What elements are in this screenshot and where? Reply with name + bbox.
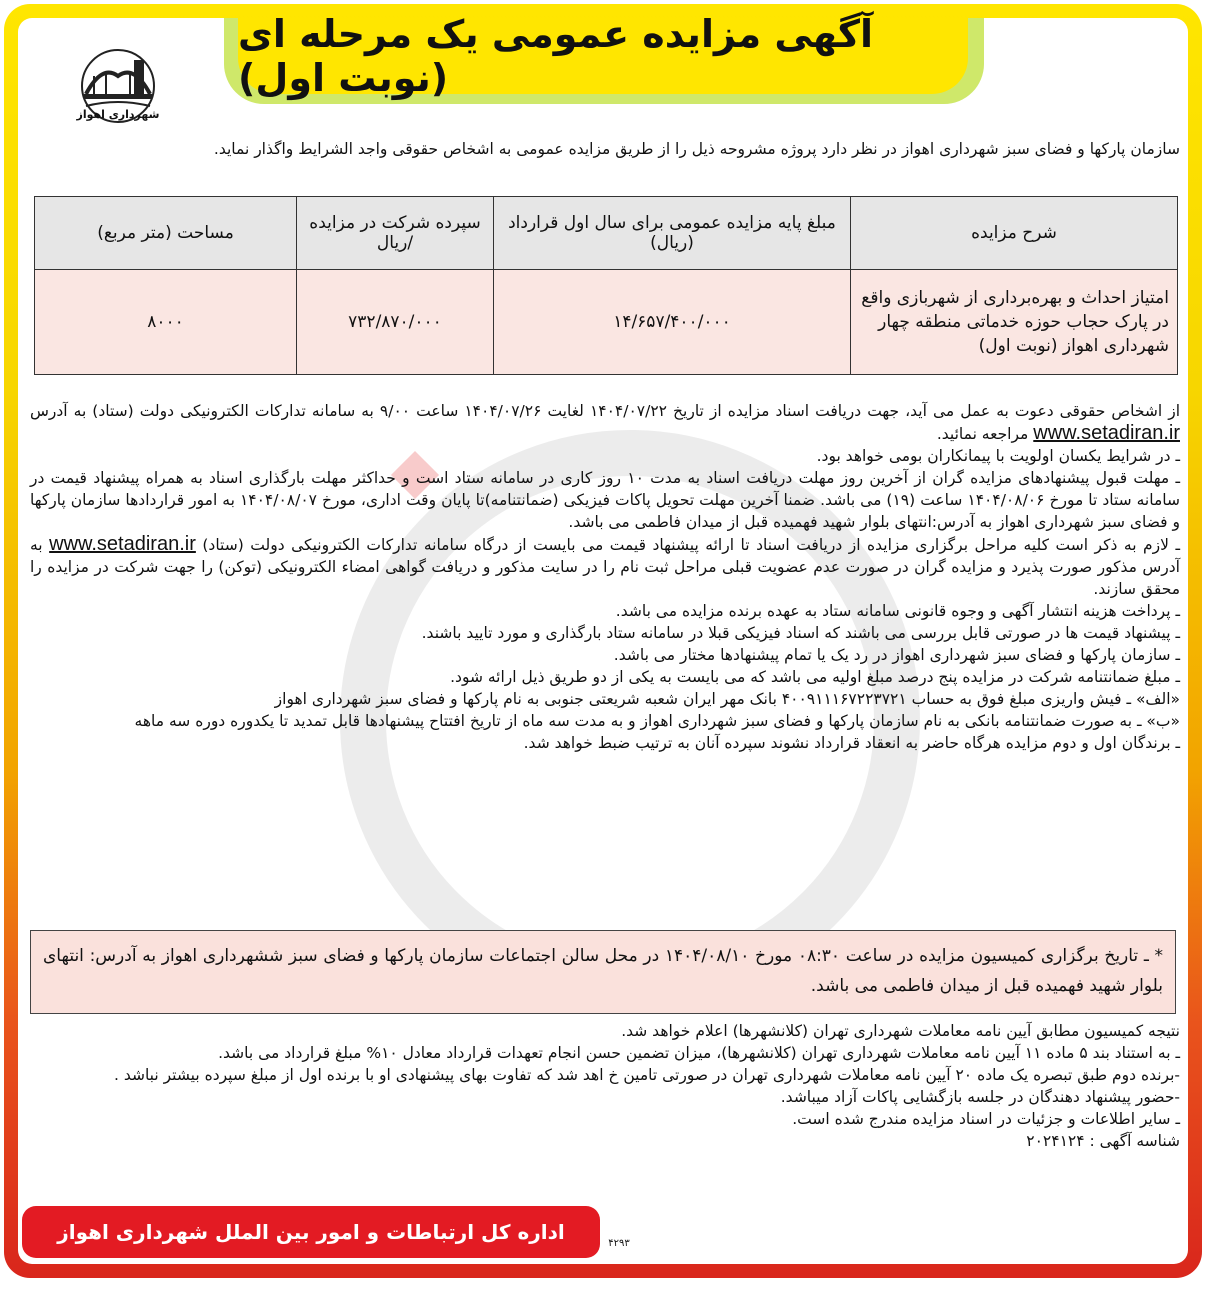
cell-description: امتیاز احداث و بهره‌برداری از شهربازی واقع در پارک حجاب حوزه خدماتی منطقه چهار شهرداری اهواز (نوبت اول): [851, 270, 1178, 375]
paragraph-procedure: [30, 533, 1180, 600]
paragraph-priority: ـ در شرایط یکسان اولویت با پیمانکاران بومی خواهد بود.: [816, 447, 1180, 465]
paragraph-option-a: «الف» ـ فیش واریزی مبلغ فوق به حساب ۴۰۰۹۱۱۱۶۷۲۲۳۷۲۱ بانک مهر ایران شعبه شریعتی جنوبی به نام پارکها و فضای سبز شهرداری اهواز: [274, 690, 1180, 708]
cell-deposit: ۷۳۲/۸۷۰/۰۰۰: [297, 270, 494, 375]
auction-table: [34, 196, 1178, 375]
header-area: مساحت (متر مربع): [35, 197, 297, 270]
paragraph-rejection: ـ سازمان پارکها و فضای سبز شهرداری اهواز در رد یک یا تمام پیشنهادها مختار می باشد.: [613, 646, 1180, 664]
paragraph-costs: ـ پرداخت هزینه انتشار آگهی و وجوه قانونی سامانه ستاد به عهده برنده مزایده می باشد.: [615, 602, 1180, 620]
logo-label: شهرداری اهواز: [76, 108, 160, 121]
paragraph-invitation: [30, 400, 1180, 445]
footer-label: اداره کل ارتباطات و امور بین الملل شهرداری اهواز: [57, 1220, 565, 1244]
table-header-row: [35, 197, 1178, 270]
title-box: [238, 12, 968, 100]
title-banner: [224, 12, 984, 104]
paragraph-deadline: ـ مهلت قبول پیشنهادهای مزایده گران از آخرین روز مهلت دریافت اسناد به مدت ۱۰ روز کاری در سامانه ستاد است و حداکثر مهلت بارگذاری اسناد به همراه پیشنهاد قیمت در سامانه ستاد تا مورخ ۱۴۰۴/۰۸/۰۶ ساعت (۱۹) می باشد. ضمنا آخرین مهلت تحویل پاکات فیزیکی (ضمانتنامه)تا پایان وقت اداری، مورخ ۱۴۰۴/۰۸/۰۷ به امور قراردادها سازمان پارکها و فضای سبز شهرداری اهواز به آدرس:انتهای بلوار شهید فهمیده قبل از میدان فاطمی می باشد.: [30, 469, 1180, 531]
paragraph-second-winner: -برنده دوم طبق تبصره یک ماده ۲۰ آیین نامه معاملات شهرداری تهران در صورتی تامین خ اهد شد که تفاوت بهای پیشنهادی او با برنده اول از مبلغ سپرده بیشتر نباشد .: [113, 1066, 1180, 1084]
terms-section: [30, 400, 1180, 754]
procedure-end: به آدرس مذکور صورت پذیرد و مزایده گران در صورت عدم عضویت قبلی مراحل ثبت نام را در سایت مذکور و دریافت گواهی امضاء الکترونیکی (توکن) را جهت شرکت در مزایده را محقق سازند.: [30, 536, 1180, 598]
paragraph-price-review: ـ پیشنهاد قیمت ها در صورتی قابل بررسی می باشند که اسناد فیزیکی قبلا در سامانه ستاد بارگذاری و مورد تایید باشند.: [421, 624, 1180, 642]
setadiran-link-2[interactable]: www.setadiran.ir: [49, 533, 196, 555]
page-title: آگهی مزایده عمومی یک مرحله ای (نوبت اول): [238, 12, 874, 100]
footer-code: ۴۲۹۳: [608, 1238, 630, 1249]
header-base-price: مبلغ پایه مزایده عمومی برای سال اول قرارداد (ریال): [494, 197, 851, 270]
paragraph-details: ـ سایر اطلاعات و جزئیات در اسناد مزایده مندرج شده است.: [792, 1110, 1180, 1128]
cell-area: ۸۰۰۰: [35, 270, 297, 375]
intro-text: سازمان پارکها و فضای سبز شهرداری اهواز در نظر دارد پروژه مشروحه ذیل را از طریق مزایده عمومی به اشخاص حقوقی واجد الشرایط واگذار نماید.: [213, 140, 1180, 158]
cell-base-price: ۱۴/۶۵۷/۴۰۰/۰۰۰: [494, 270, 851, 375]
invitation-text: از اشخاص حقوقی دعوت به عمل می آید، جهت دریافت اسناد مزایده از تاریخ ۱۴۰۴/۰۷/۲۲ لغایت ۱۴۰۴/۰۷/۲۶ ساعت ۹/۰۰ به سامانه تدارکات الکترونیکی دولت (ستاد) به آدرس: [30, 402, 1180, 420]
header-deposit: سپرده شرکت در مزایده /ریال: [297, 197, 494, 270]
paragraph-result: نتیجه کمیسیون مطابق آیین نامه معاملات شهرداری تهران (کلانشهرها) اعلام خواهد شد.: [621, 1022, 1180, 1040]
procedure-text: ـ لازم به ذکر است کلیه مراحل برگزاری مزایده از دریافت اسناد تا ارائه پیشنهاد قیمت می بایست از درگاه سامانه تدارکات الکترونیکی دولت (ستاد): [202, 536, 1180, 554]
ad-id: شناسه آگهی : ۲۰۲۴۱۲۴: [1026, 1132, 1180, 1150]
paragraph-guarantee: ـ مبلغ ضمانتنامه شرکت در مزایده پنج درصد مبلغ اولیه می باشد که می بایست به یکی از دو طریق ذیل ارائه شود.: [450, 668, 1180, 686]
header-description: شرح مزایده: [851, 197, 1178, 270]
setadiran-link[interactable]: www.setadiran.ir: [1033, 422, 1180, 444]
paragraph-attendance: -حضور پیشنهاد دهندگان در جلسه بازگشایی پاکات آزاد میباشد.: [780, 1088, 1180, 1106]
paragraph-option-b: «ب» ـ به صورت ضمانتنامه بانکی به نام سازمان پارکها و فضای سبز شهرداری اهواز و به مدت سه ماه از تاریخ افتتاح پیشنهادها قابل تمدید تا یکدوره دوره سه ماهه: [134, 712, 1180, 730]
paragraph-performance-bond: ـ به استناد بند ۵ ماده ۱۱ آیین نامه معاملات شهرداری تهران (کلانشهرها)، میزان تضمین حسن انجام تعهدات قرارداد معادل ۱۰% مبلغ قرارداد می باشد.: [218, 1044, 1180, 1062]
commission-notice: * ـ تاریخ برگزاری کمیسیون مزایده در ساعت ۰۸:۳۰ مورخ ۱۴۰۴/۰۸/۱۰ در محل سالن اجتماعات سازمان پارکها و فضای سبز ششهرداری اهواز به آدرس: انتهای بلوار شهید فهمیده قبل از میدان فاطمی می باشد.: [30, 930, 1176, 1014]
footer-banner: [22, 1206, 600, 1258]
paragraph-forfeit: ـ برندگان اول و دوم مزایده هرگاه حاضر به انعقاد قرارداد نشوند سپرده آنان به ترتیب ضبط خواهد شد.: [523, 734, 1180, 752]
closing-section: [30, 1020, 1180, 1152]
invitation-end: مراجعه نمائید.: [936, 425, 1029, 443]
table-row: [35, 270, 1178, 375]
